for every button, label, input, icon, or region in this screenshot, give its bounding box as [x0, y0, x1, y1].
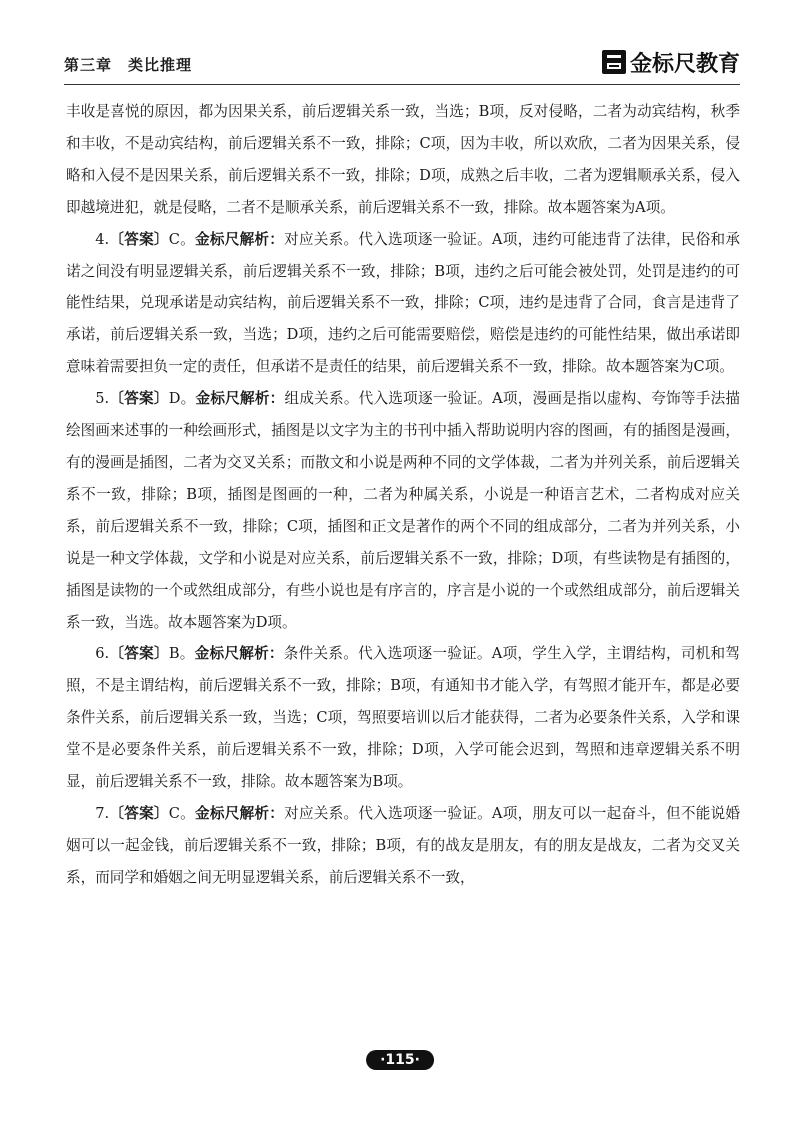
- answer-paragraph-4: [66, 224, 740, 384]
- paragraph-text: 组成关系。代入选项逐一验证。A项，漫画是指以虚构、夸饰等手法描绘图画来述事的一种绘画形式，插图是以文字为主的书刊中插入帮助说明内容的图画，有的插图是漫画，有的漫画是插图，二者为交叉关系；而散文和小说是两种不同的文学体裁，二者为并列关系，前后逻辑关系不一致，排除；B项，插图是图画的一种，二者为种属关系，小说是一种语言艺术，二者构成对应关系，前后逻辑关系不一致，排除；C项，插图和正文是著作的两个不同的组成部分，二者为并列关系，小说是一种文学体裁，文学和小说是对应关系，前后逻辑关系不一致，排除；D项，有些读物是有插图的，插图是读物的一个或然组成部分，有些小说也是有序言的，序言是小说的一个或然组成部分，前后逻辑关系一致，当选。故本题答案为D项。: [66, 390, 740, 631]
- question-number: 6.: [95, 645, 110, 663]
- page-header: [64, 44, 740, 85]
- answer-paragraph-7: [66, 798, 740, 894]
- answer-label: 〔答案〕: [109, 390, 169, 408]
- paragraph-text: 对应关系。代入选项逐一验证。A项，违约可能违背了法律，民俗和承诺之间没有明显逻辑关系，前后逻辑关系不一致，排除；B项，违约之后可能会被处罚，处罚是违约的可能性结果，兑现承诺是动宾结构，前后逻辑关系不一致，排除；C项，违约是违背了合同，食言是违背了承诺，前后逻辑关系一致，当选；D项，违约之后可能需要赔偿，赔偿是违约的可能性结果，做出承诺即意味着需要担负一定的责任，但承诺不是责任的结果，前后逻辑关系不一致，排除。故本题答案为C项。: [66, 230, 740, 376]
- answer-letter: B。: [168, 645, 195, 663]
- question-number: 7.: [95, 804, 110, 822]
- answer-paragraph-6: [66, 638, 740, 798]
- answer-paragraph-5: [66, 383, 740, 638]
- answer-label: 〔答案〕: [109, 645, 169, 663]
- analysis-label: 金标尺解析：: [195, 230, 285, 248]
- logo-text: 金标尺教育: [629, 51, 740, 77]
- publisher-logo: [602, 48, 740, 76]
- analysis-label: 金标尺解析：: [194, 645, 284, 663]
- analysis-label: 金标尺解析：: [195, 390, 285, 408]
- answer-letter: D。: [168, 390, 196, 408]
- logo-icon: [602, 50, 626, 74]
- paragraph-continuation: [66, 96, 740, 224]
- answer-label: 〔答案〕: [109, 230, 169, 248]
- paragraph-text: 丰收是喜悦的原因，都为因果关系，前后逻辑关系一致，当选；B项，反对侵略，二者为动宾结构，秋季和丰收，不是动宾结构，前后逻辑关系不一致，排除；C项，因为丰收，所以欢欣，二者为因果关系，侵略和入侵不是因果关系，前后逻辑关系不一致，排除；D项，成熟之后丰收，二者为逻辑顺承关系，侵入即越境进犯，就是侵略，二者不是顺承关系，前后逻辑关系不一致，排除。故本题答案为A项。: [66, 103, 740, 216]
- answer-label: 〔答案〕: [109, 804, 169, 822]
- question-number: 4.: [95, 230, 110, 248]
- question-number: 5.: [95, 390, 110, 408]
- paragraph-text: 条件关系。代入选项逐一验证。A项，学生入学，主谓结构，司机和驾照，不是主谓结构，前后逻辑关系不一致，排除；B项，有通知书才能入学，有驾照才能开车，都是必要条件关系，前后逻辑关系一致，当选；C项，驾照要培训以后才能获得，二者为必要条件关系，入学和课堂不是必要条件关系，前后逻辑关系不一致，排除；D项，入学可能会迟到，驾照和违章逻辑关系不明显，前后逻辑关系不一致，排除。故本题答案为B项。: [66, 645, 740, 791]
- answer-letter: C。: [168, 230, 196, 248]
- page-content: [66, 96, 740, 894]
- answer-letter: C。: [168, 804, 196, 822]
- analysis-label: 金标尺解析：: [195, 804, 285, 822]
- chapter-title: 第三章 类比推理: [64, 56, 193, 74]
- page-number: ·115·: [366, 1050, 434, 1070]
- paragraph-text: 对应关系。代入选项逐一验证。A项，朋友可以一起奋斗，但不能说婚姻可以一起金钱，前后逻辑关系不一致，排除；B项，有的战友是朋友，有的朋友是战友，二者为交叉关系，而同学和婚姻之间无明显逻辑关系，前后逻辑关系不一致，: [66, 804, 740, 886]
